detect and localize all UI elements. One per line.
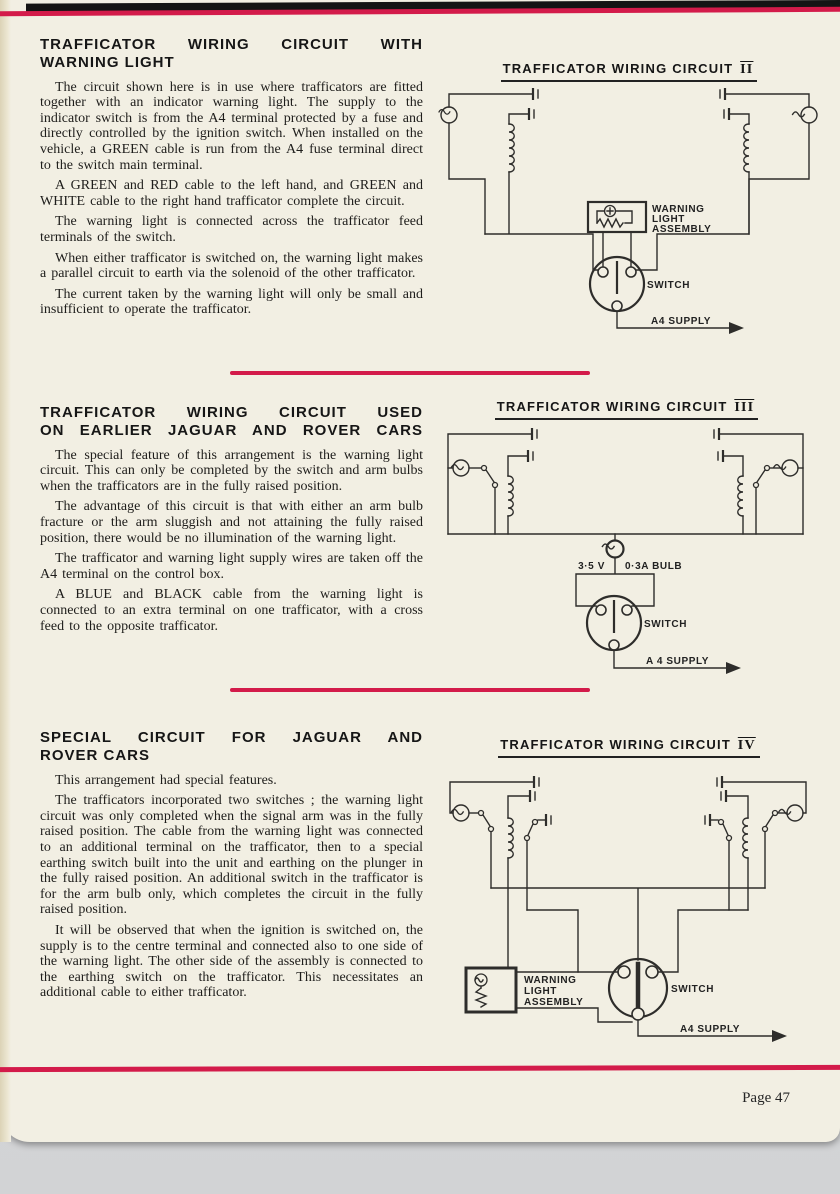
- contact-icon: [525, 836, 530, 841]
- section-divider: [230, 371, 590, 375]
- circuit-4-schematic: [428, 760, 830, 1052]
- switch-lever-icon: [757, 470, 765, 482]
- solenoid-coil-icon: [508, 476, 513, 516]
- warning-light-assembly: [588, 202, 711, 267]
- indicator-switch: [609, 959, 714, 1020]
- diagram-title: [428, 398, 825, 420]
- switch-lever-icon: [723, 824, 728, 835]
- section-divider: [230, 688, 590, 692]
- arrow-icon: [729, 322, 744, 334]
- resistor-icon: [597, 219, 623, 227]
- paragraph: This arrangement had special features.: [55, 772, 277, 788]
- paragraph: It will be observed that when the ignition is switched on, the supply is to the centre terminal and connected also to one side of the warning light. The other side of the assembly is connected to the earthing switch on the trafficator. This necessitates an additional cable to either trafficator.: [40, 922, 423, 1001]
- warning-label: LIGHT: [524, 986, 557, 997]
- switch-label: SWITCH: [647, 280, 691, 291]
- bulb-label: 0·3A BULB: [625, 561, 683, 572]
- contact-icon: [489, 827, 494, 832]
- paragraph: The trafficators incorporated two switches ; the warning light circuit was only completed when the signal arm was in the fully raised position. The cable from the warning light was connected to an additional terminal on the trafficator, then to a special earthing switch built into the unit and earthing on the plunger in the fully raised position. An additional switch in the trafficator is for the arm bulb only, which completes the circuit in the fully raised position.: [40, 793, 423, 918]
- section-special-circuit: [40, 729, 423, 1006]
- heading-line: SPECIAL CIRCUIT FOR JAGUAR AND: [40, 729, 423, 746]
- paragraph: The advantage of this circuit is that with either an arm bulb fracture or the arm sluggish and not attaining the fully raised position, there would be no illumination of the warning light.: [40, 499, 423, 546]
- paragraph: The special feature of this arrangement is the warning light circuit. This can only be completed by the switch and arm bulbs when the trafficators are in the fully raised position.: [40, 447, 423, 494]
- wiring-rails: [491, 888, 765, 972]
- warning-light-assembly: [466, 968, 632, 1022]
- arrow-icon: [726, 662, 741, 674]
- paragraph: The trafficator and warning light supply wires are taken off the A4 terminal on the control box.: [40, 551, 423, 582]
- bulb-icon: [607, 541, 624, 558]
- switch-lever-icon: [528, 824, 533, 835]
- warning-bulb-icon: [475, 974, 487, 986]
- trafficator-right: [705, 776, 806, 910]
- page-number: Page 47: [742, 1090, 790, 1106]
- warning-label: WARNING: [524, 975, 577, 986]
- section-heading: [40, 36, 423, 73]
- bulb-icon: [453, 805, 469, 821]
- trafficator-left: [439, 88, 598, 270]
- warning-label: LIGHT: [652, 214, 685, 225]
- indicator-switch: [590, 257, 690, 311]
- contact-icon: [493, 483, 498, 488]
- warning-bulb: [448, 534, 803, 606]
- diagram-title-text: TRAFFICATOR WIRING CIRCUIT: [496, 399, 728, 414]
- diagram-circuit-2: [433, 60, 825, 352]
- volts-label: 3·5 V: [578, 561, 605, 572]
- switch-label: SWITCH: [644, 619, 688, 630]
- solenoid-coil-icon: [738, 476, 743, 516]
- diagram-title-text: TRAFFICATOR WIRING CIRCUIT: [502, 61, 734, 76]
- solenoid-coil-icon: [509, 124, 514, 172]
- a4-supply: [614, 650, 741, 674]
- heading-line: WARNING LIGHT: [40, 54, 175, 72]
- paragraph: The current taken by the warning light will only be small and insufficient to operate the trafficator.: [40, 286, 423, 318]
- trafficator-right: [714, 428, 803, 534]
- contact-icon: [727, 836, 732, 841]
- trafficator-right: [636, 88, 817, 270]
- section-warning-light-circuit: [40, 36, 423, 323]
- section-heading: [40, 404, 423, 441]
- switch-lever-icon: [483, 815, 490, 826]
- diagram-circuit-4: [428, 736, 830, 1052]
- contact-icon: [754, 483, 759, 488]
- supply-label: A 4 SUPPLY: [646, 656, 710, 667]
- circuit-3-schematic: [428, 422, 825, 686]
- indicator-switch: [587, 596, 687, 650]
- supply-label: A4 SUPPLY: [680, 1024, 741, 1035]
- warning-label: WARNING: [652, 204, 705, 215]
- a4-supply: [617, 311, 744, 334]
- diagram-title: [428, 736, 830, 758]
- binding-edge: [0, 0, 11, 1142]
- diagram-title: [433, 60, 825, 82]
- solenoid-coil-icon: [743, 818, 748, 858]
- contact-icon: [763, 827, 768, 832]
- resistor-icon: [476, 988, 486, 1007]
- diagram-title-text: TRAFFICATOR WIRING CIRCUIT: [500, 737, 731, 752]
- warning-label: ASSEMBLY: [524, 997, 584, 1008]
- trafficator-left: [448, 428, 537, 534]
- paragraph: The warning light is connected across the trafficator feed terminals of the switch.: [40, 214, 423, 245]
- paragraph: A GREEN and RED cable to the left hand, and GREEN and WHITE cable to the right hand trafficator complete the circuit.: [40, 178, 423, 209]
- roman-numeral: $\overline{II}$: [740, 62, 754, 77]
- heading-line: ROVER CARS: [40, 747, 151, 765]
- roman-numeral: $\overline{IV}$: [737, 738, 756, 753]
- switch-lever-icon: [486, 470, 494, 482]
- arrow-icon: [772, 1030, 787, 1042]
- bulb-icon: [453, 460, 469, 476]
- paragraph: A BLUE and BLACK cable from the warning light is connected to an extra terminal on one trafficator, with a cross feed to the opposite trafficator.: [40, 587, 423, 634]
- switch-label: SWITCH: [671, 984, 715, 995]
- roman-numeral: $\overline{III}$: [734, 400, 755, 415]
- paragraph: When either trafficator is switched on, the warning light makes a parallel circuit to earth via the solenoid of the other trafficator.: [40, 250, 423, 282]
- heading-line: TRAFFICATOR WIRING CIRCUIT USED: [40, 404, 423, 421]
- switch-lever-icon: [766, 815, 773, 826]
- bulb-icon: [441, 107, 457, 123]
- heading-line: TRAFFICATOR WIRING CIRCUIT WITH: [40, 36, 423, 53]
- section-heading: [40, 729, 423, 766]
- warning-label: ASSEMBLY: [652, 224, 712, 235]
- section-jaguar-rover-circuit: [40, 404, 423, 639]
- circuit-2-schematic: [433, 84, 825, 352]
- supply-label: A4 SUPPLY: [651, 316, 712, 327]
- bottom-red-rule: [0, 1065, 840, 1072]
- trafficator-left: [450, 776, 551, 968]
- heading-line: ON EARLIER JAGUAR AND ROVER CARS: [40, 422, 423, 440]
- diagram-circuit-3: [428, 398, 825, 686]
- a4-supply: [638, 1020, 787, 1042]
- solenoid-coil-icon: [744, 124, 749, 172]
- solenoid-coil-icon: [508, 818, 513, 858]
- paragraph: The circuit shown here is in use where trafficators are fitted together with an indicator warning light. The supply to the indicator switch is from the A4 terminal protected by a fuse and directly controlled by the ignition switch. When installed on the vehicle, a GREEN cable is run from the A4 fuse terminal direct to the switch main terminal.: [40, 79, 423, 173]
